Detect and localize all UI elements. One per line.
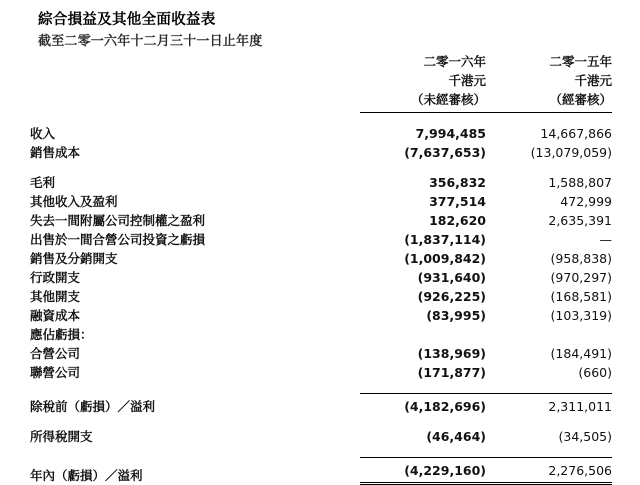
row-label-cost-of-sales: 銷售成本 — [30, 145, 81, 160]
row-value-other-expenses-2015: (168,581) — [550, 289, 612, 304]
page-subtitle: 截至二零一六年十二月三十一日止年度 — [38, 34, 263, 49]
row-value-administrative-2016: (931,640) — [417, 270, 486, 285]
row-value-profit-for-year-2015: 2,276,506 — [486, 457, 612, 485]
row-label-gain-loss-control: 失去一間附屬公司控制權之盈利 — [30, 213, 206, 228]
row-value-joint-ventures-2016: (138,969) — [417, 346, 486, 361]
header-col1-year: 二零一六年 — [423, 54, 486, 69]
row-label-joint-ventures: 合營公司 — [30, 346, 81, 361]
header-label-blank-3 — [30, 90, 360, 113]
table-row — [30, 124, 612, 143]
table-row — [30, 287, 612, 306]
header-label-blank — [30, 52, 360, 71]
row-value-share-of-losses-2016 — [360, 325, 486, 344]
row-label-other-expenses: 其他開支 — [30, 289, 81, 304]
table-row — [30, 427, 612, 446]
table-row — [30, 211, 612, 230]
row-label-selling-distribution: 銷售及分銷開支 — [30, 251, 118, 266]
row-value-income-tax-2015: (34,505) — [558, 429, 612, 444]
row-value-gross-profit-2016: 356,832 — [429, 175, 486, 190]
row-value-loss-disposal-jv-2015: — — [599, 232, 612, 247]
row-label-profit-before-tax: 除稅前（虧損）／溢利 — [30, 399, 156, 414]
table-row — [30, 249, 612, 268]
header-col1-unit: 千港元 — [448, 73, 486, 88]
table-row — [30, 393, 612, 416]
row-label-finance-costs: 融資成本 — [30, 308, 81, 323]
row-label-loss-disposal-jv: 出售於一間合營公司投資之虧損 — [30, 232, 206, 247]
row-label-share-of-losses: 應佔虧損： — [30, 327, 93, 342]
table-row — [30, 325, 612, 344]
row-value-selling-distribution-2016: (1,009,842) — [404, 251, 486, 266]
spacer — [30, 416, 612, 427]
row-value-associates-2015: (660) — [578, 365, 612, 380]
table-row — [30, 306, 612, 325]
row-value-income-tax-2016: (46,464) — [426, 429, 486, 444]
row-label-gross-profit: 毛利 — [30, 175, 56, 190]
header-col2-year: 二零一五年 — [549, 54, 612, 69]
row-value-other-expenses-2016: (926,225) — [417, 289, 486, 304]
row-value-finance-costs-2016: (83,995) — [426, 308, 486, 323]
row-value-gain-loss-control-2016: 182,620 — [429, 213, 486, 228]
row-value-revenue-2015: 14,667,866 — [540, 126, 612, 141]
spacer — [30, 113, 612, 124]
spacer — [30, 446, 612, 457]
header-col2-unit: 千港元 — [574, 73, 612, 88]
page-title: 綜合損益及其他全面收益表 — [38, 12, 216, 28]
row-value-loss-disposal-jv-2016: (1,837,114) — [404, 232, 486, 247]
row-value-profit-before-tax-2015: 2,311,011 — [486, 393, 612, 416]
row-value-administrative-2015: (970,297) — [550, 270, 612, 285]
header-row-audit-status — [30, 90, 612, 113]
row-value-profit-for-year-2016: (4,229,160) — [360, 457, 486, 485]
table-row — [30, 192, 612, 211]
header-label-blank-2 — [30, 71, 360, 90]
row-label-revenue: 收入 — [30, 126, 56, 141]
row-label-administrative: 行政開支 — [30, 270, 81, 285]
row-value-cost-of-sales-2016: (7,637,653) — [404, 145, 486, 160]
header-col1-audit: （未經審核） — [360, 90, 486, 113]
header-col2-audit: （經審核） — [486, 90, 612, 113]
row-value-gain-loss-control-2015: 2,635,391 — [548, 213, 612, 228]
header-row-year — [30, 52, 612, 71]
row-value-selling-distribution-2015: (958,838) — [550, 251, 612, 266]
row-value-gross-profit-2015: 1,588,807 — [548, 175, 612, 190]
spacer — [30, 162, 612, 173]
row-value-cost-of-sales-2015: (13,079,059) — [530, 145, 612, 160]
table-row — [30, 173, 612, 192]
row-value-profit-before-tax-2016: (4,182,696) — [360, 393, 486, 416]
row-value-share-of-losses-2015 — [486, 325, 612, 344]
row-label-profit-for-year: 年內（虧損）／溢利 — [30, 468, 143, 483]
row-value-joint-ventures-2015: (184,491) — [550, 346, 612, 361]
row-value-revenue-2016: 7,994,485 — [415, 126, 486, 141]
row-label-other-income: 其他收入及盈利 — [30, 194, 118, 209]
row-value-other-income-2015: 472,999 — [560, 194, 612, 209]
table-row — [30, 344, 612, 363]
table-row — [30, 363, 612, 382]
row-value-other-income-2016: 377,514 — [429, 194, 486, 209]
header-row-unit — [30, 71, 612, 90]
table-row — [30, 268, 612, 287]
table-row — [30, 143, 612, 162]
table-row — [30, 230, 612, 249]
spacer — [30, 382, 612, 393]
row-value-associates-2016: (171,877) — [417, 365, 486, 380]
row-label-income-tax: 所得稅開支 — [30, 429, 93, 444]
row-label-associates: 聯營公司 — [30, 365, 81, 380]
income-statement-table — [30, 52, 612, 485]
row-value-finance-costs-2015: (103,319) — [550, 308, 612, 323]
